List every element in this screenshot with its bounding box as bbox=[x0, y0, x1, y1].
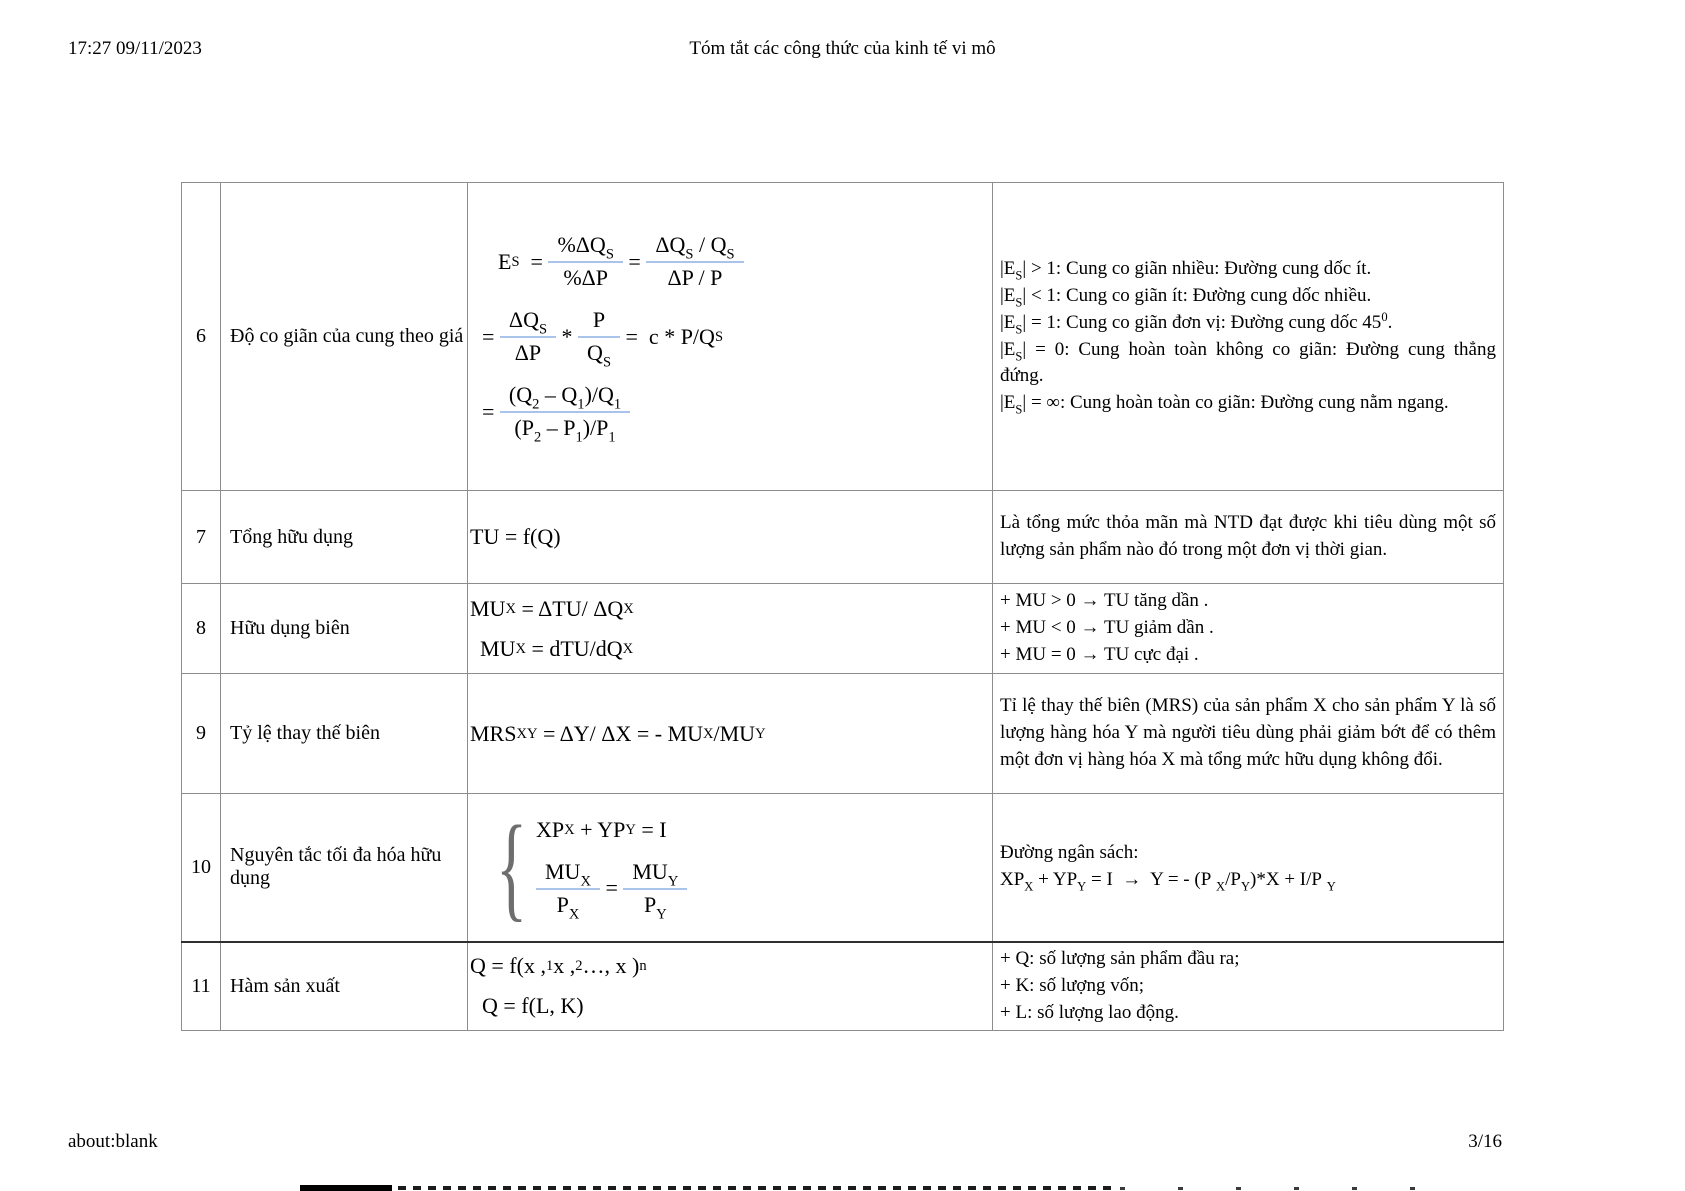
formula-table bbox=[181, 182, 1504, 1031]
row-6-formula: E S = $\frac{\%\Delta Q_S}{\%\Delta P}$ = $\frac{\Delta Q_S / Q_S}{\Delta P / P}$ = $\frac{\Delta Q_S}{\Delta P}$ * $\frac{P}{Q_S}$ = c * P/Q S = $\frac{(Q_2 - Q_1)/Q_1}{(P_2 - P_1)/P_1}$ bbox=[470, 232, 991, 441]
table-row bbox=[182, 674, 1504, 794]
cutoff-mark bbox=[1120, 1187, 1460, 1190]
row-11-number: 11 bbox=[182, 942, 221, 1031]
row-9-notes: Tỉ lệ thay thế biên (MRS) của sản phẩm X cho sản phẩm Y là số lượng hàng hóa Y mà người tiêu dùng phải giảm bớt để có thêm một đơn vị hàng hóa X mà tổng mức hữu dụng không đổi. bbox=[1000, 695, 1496, 770]
row-9-number: 9 bbox=[182, 674, 221, 794]
row-8-number: 8 bbox=[182, 584, 221, 674]
row-8-notes: + MU > 0 → TU tăng dần . + MU < 0 → TU giảm dần . + MU = 0 → TU cực đại . bbox=[1000, 590, 1214, 665]
row-7-formula: TU = f(Q) bbox=[470, 524, 561, 549]
row-10-name: Nguyên tắc tối đa hóa hữu dụng bbox=[221, 794, 468, 942]
row-6-name: Độ co giãn của cung theo giá bbox=[221, 183, 468, 491]
row-11-formula: Q = f(x , 1 x , 2 …, x ) n Q = f(L, K) bbox=[470, 953, 647, 1019]
table-row bbox=[182, 491, 1504, 584]
table-row bbox=[182, 584, 1504, 674]
cutoff-mark bbox=[398, 1186, 1112, 1190]
row-9-name: Tỷ lệ thay thế biên bbox=[221, 674, 468, 794]
print-header bbox=[0, 38, 1685, 64]
row-7-name: Tổng hữu dụng bbox=[221, 491, 468, 584]
row-10-number: 10 bbox=[182, 794, 221, 942]
row-7-notes: Là tổng mức thỏa mãn mà NTD đạt được khi tiêu dùng một số lượng sản phẩm nào đó trong một đơn vị thời gian. bbox=[1000, 512, 1496, 560]
row-8-formula: MU X = ΔTU/ ΔQ X MU X = dTU/dQ X bbox=[470, 595, 634, 661]
row-11-name: Hàm sản xuất bbox=[221, 942, 468, 1031]
footer-url: about:blank bbox=[68, 1131, 158, 1152]
footer-page-number: 3/16 bbox=[1468, 1131, 1502, 1152]
table-row bbox=[182, 794, 1504, 942]
row-11-notes: + Q: số lượng sản phẩm đầu ra; + K: số lượng vốn; + L: số lượng lao động. bbox=[1000, 947, 1240, 1023]
system-brace: { bbox=[496, 801, 528, 933]
next-page-cutoff bbox=[0, 1182, 1685, 1191]
row-6-number: 6 bbox=[182, 183, 221, 491]
cutoff-mark bbox=[300, 1185, 392, 1191]
row-10-formula: XP X + YP Y = I $\frac{MU_X}{P_X}$ = $\frac{MU_Y}{P_Y}$ bbox=[536, 817, 687, 918]
row-10-notes: Đường ngân sách: $XP_X + YP_Y = I \to Y$ = - (P $_X/P_Y)*X + I/P$ $_Y$ bbox=[1000, 842, 1336, 894]
row-9-formula: MRS XY = ΔY/ ΔX = - MU X /MU Y bbox=[470, 720, 766, 746]
table-row bbox=[182, 942, 1504, 1031]
page-title: Tóm tắt các công thức của kinh tế vi mô bbox=[689, 38, 996, 59]
row-8-name: Hữu dụng biên bbox=[221, 584, 468, 674]
table-row bbox=[182, 183, 1504, 491]
row-6-notes: $|E_S| > 1$: Cung co giãn nhiều: Đường cung dốc ít. $|E_S| < 1$: Cung co giãn ít: Đường cung dốc nhiều. $|E_S| = 1$: Cung co giãn đơn vị: Đường cung dốc $45^0$. $|E_S| = 0$: Cung hoàn toàn không co giãn: Đường cung thẳng đứng. $|E_S|$ = ∞: Cung hoàn toàn co giãn: Đường cung nằm ngang. bbox=[1000, 257, 1496, 418]
header-timestamp: 17:27 09/11/2023 bbox=[68, 38, 202, 59]
row-7-number: 7 bbox=[182, 491, 221, 584]
